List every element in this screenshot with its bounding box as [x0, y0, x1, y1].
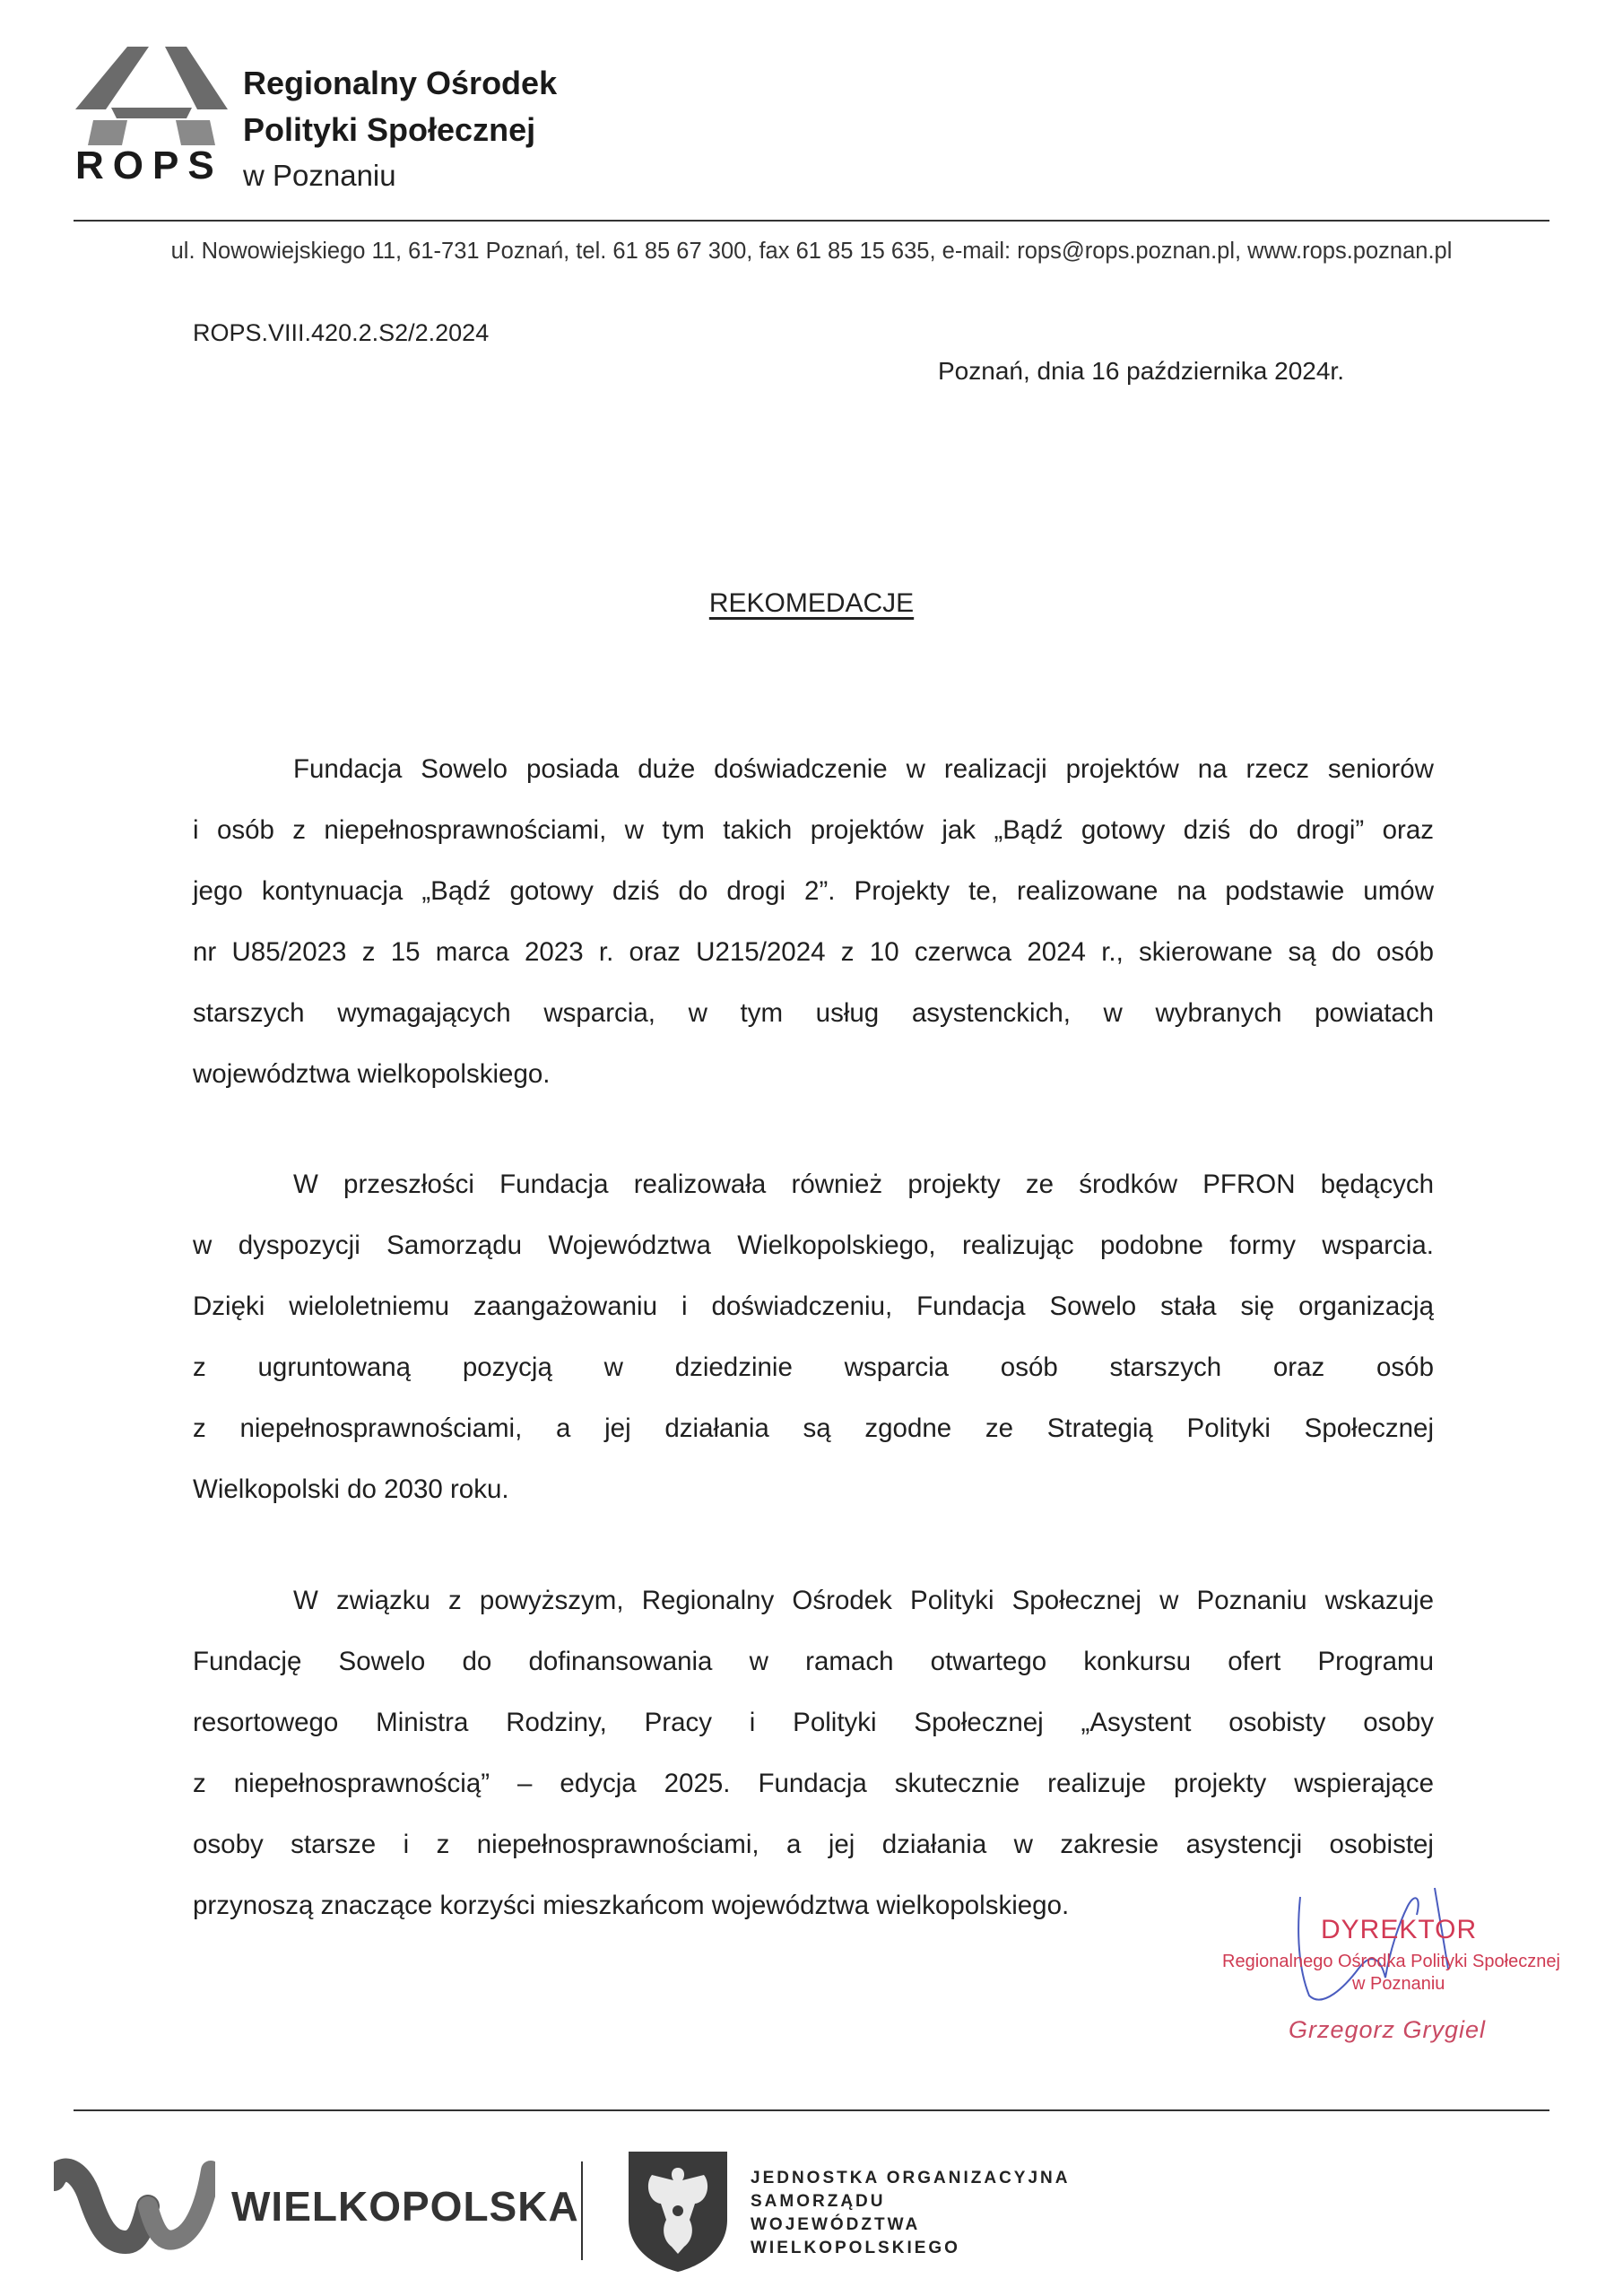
paragraph-line: osoby starsze i z niepełnosprawnościami, a jej działania w zakresie asystencji osobistej [193, 1830, 1434, 1859]
document-heading: REKOMEDACJE [708, 588, 915, 618]
stamp-name: Grzegorz Grygiel [1289, 2016, 1487, 2043]
rops-abbreviation: ROPS [75, 144, 223, 187]
coat-of-arms-icon [625, 2148, 731, 2274]
document-reference: ROPS.VIII.420.2.S2/2.2024 [193, 319, 490, 346]
paragraph-line: Dzięki wieloletniemu zaangażowaniu i doświadczeniu, Fundacja Sowelo stała się organizacją [193, 1292, 1434, 1321]
paragraph-line: starszych wymagających wsparcia, w tym usług asystenckich, w wybranych powiatach [193, 998, 1434, 1028]
unit-line1: JEDNOSTKA ORGANIZACYJNA [751, 2169, 1071, 2187]
contact-address: ul. Nowowiejskiego 11, 61-731 Poznań, tel. 61 85 67 300, fax 61 85 15 635, e-mail: rops@rops.poznan.pl, www.rops.poznan.pl [170, 239, 1453, 264]
document-date: Poznań, dnia 16 października 2024r. [938, 357, 1344, 385]
org-name-line3: w Poznaniu [243, 159, 396, 192]
unit-line4: WIELKOPOLSKIEGO [751, 2239, 960, 2257]
paragraph-line: Fundacja Sowelo posiada duże doświadczenie w realizacji projektów na rzecz seniorów [293, 754, 1434, 784]
paragraph-line: Wielkopolski do 2030 roku. [193, 1474, 509, 1504]
paragraph-line: W przeszłości Fundacja realizowała również projekty ze środków PFRON będących [293, 1170, 1434, 1199]
paragraph-3 [193, 1570, 1434, 1936]
paragraph-line: z niepełnosprawnością” – edycja 2025. Fundacja skutecznie realizuje projekty wspierające [193, 1769, 1434, 1798]
stamp-city: w Poznaniu [1352, 1974, 1445, 1994]
stamp-org: Regionalnego Ośrodka Polityki Społecznej [1222, 1952, 1560, 1971]
paragraph-line: z niepełnosprawnościami, a jej działania są zgodne ze Strategią Polityki Społecznej [193, 1413, 1434, 1443]
stamp-title: DYREKTOR [1321, 1915, 1478, 1944]
unit-line3: WOJEWÓDZTWA [751, 2215, 921, 2234]
rops-logo-icon [75, 47, 228, 152]
paragraph-line: z ugruntowaną pozycją w dziedzinie wsparcia osób starszych oraz osób [193, 1352, 1434, 1382]
paragraph-line: w dyspozycji Samorządu Województwa Wielkopolskiego, realizując podobne formy wsparcia. [193, 1231, 1434, 1260]
org-name-line2: Polityki Społecznej [243, 111, 536, 148]
paragraph-line: przynoszą znaczące korzyści mieszkańcom województwa wielkopolskiego. [193, 1891, 1070, 1920]
paragraph-line: nr U85/2023 z 15 marca 2023 r. oraz U215/2024 z 10 czerwca 2024 r., skierowane są do osób [193, 937, 1434, 967]
wielkopolska-logo-icon [54, 2144, 215, 2260]
region-name: WIELKOPOLSKA [231, 2183, 579, 2230]
paragraph-line: i osób z niepełnosprawnościami, w tym takich projektów jak „Bądź gotowy dziś do drogi” oraz [193, 815, 1434, 845]
org-name-line1: Regionalny Ośrodek [243, 65, 558, 101]
paragraph-1 [193, 739, 1434, 1105]
unit-line2: SAMORZĄDU [751, 2192, 886, 2211]
paragraph-line: resortowego Ministra Rodziny, Pracy i Polityki Społecznej „Asystent osobisty osoby [193, 1708, 1434, 1737]
paragraph-2 [193, 1154, 1434, 1520]
paragraph-line: W związku z powyższym, Regionalny Ośrodek Polityki Społecznej w Poznaniu wskazuje [293, 1586, 1434, 1615]
header-divider [74, 220, 1549, 222]
footer-vertical-divider [581, 2161, 583, 2260]
paragraph-line: województwa wielkopolskiego. [193, 1059, 551, 1089]
footer-divider [74, 2109, 1549, 2111]
paragraph-line: Fundację Sowelo do dofinansowania w ramach otwartego konkursu ofert Programu [193, 1647, 1434, 1676]
paragraph-line: jego kontynuacja „Bądź gotowy dziś do drogi 2”. Projekty te, realizowane na podstawie umów [193, 876, 1434, 906]
